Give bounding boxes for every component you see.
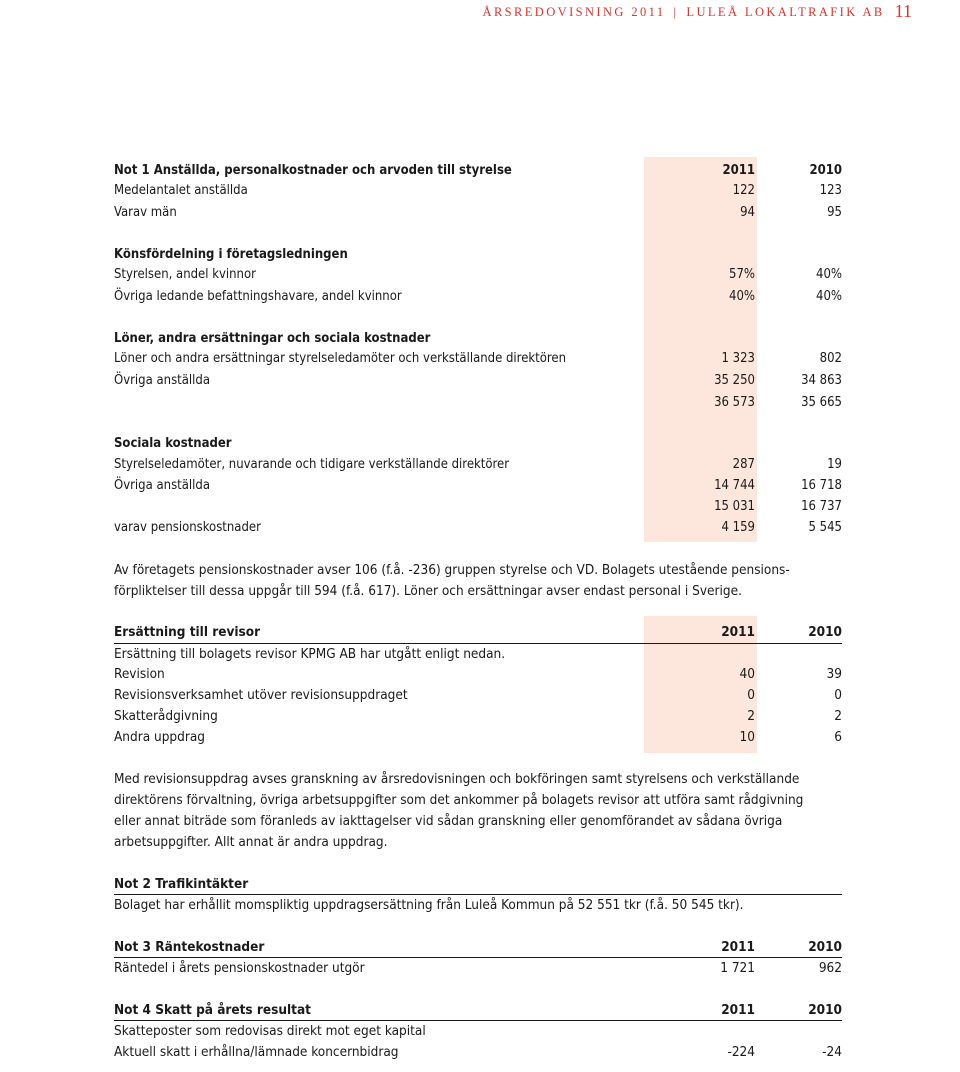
table-row <box>114 706 842 726</box>
value-2010: 19 <box>827 457 842 472</box>
gender-heading-row <box>114 245 842 265</box>
not2-text-row <box>114 895 842 915</box>
salaries-heading: Löner, andra ersättningar och sociala kostnader <box>114 331 431 346</box>
footnote-line: Av företagets pensionskostnader avser 106 (f.å. -236) gruppen styrelse och VD. Bolagets utestående pensions- <box>114 562 790 578</box>
value-2010: 5 545 <box>808 520 842 535</box>
row-label: Löner och andra ersättningar styrelseledamöter och verkställande direktören <box>114 351 567 366</box>
value-2010: 2 <box>834 708 842 724</box>
value-2010: 962 <box>818 960 842 976</box>
gender-heading: Könsfördelning i företagsledningen <box>114 247 348 262</box>
revisor-title: Ersättning till revisor <box>114 624 261 640</box>
row-label: Varav män <box>114 205 177 220</box>
value-2010: 16 718 <box>801 478 842 493</box>
paragraph-line: Med revisionsuppdrag avses granskning av årsredovisningen och bokföringen samt styrelsens och verkställande <box>114 771 800 787</box>
value-2011: 1 721 <box>720 960 755 976</box>
revisor-year-2011: 2011 <box>721 624 755 640</box>
paragraph-line: eller annat biträde som föranleds av iakttagelser vid sådan granskning eller genomförandet av sådana övriga <box>114 813 783 829</box>
value-2010: 6 <box>834 729 842 745</box>
row-label: Aktuell skatt i erhållna/lämnade koncernbidrag <box>114 1044 399 1060</box>
value-2011: 1 323 <box>721 351 755 366</box>
value-2011: 57% <box>729 267 755 282</box>
not1-year-2010: 2010 <box>809 163 842 178</box>
not3-title-row <box>114 937 842 957</box>
value-2011: 14 744 <box>714 478 755 493</box>
not2-title: Not 2 Trafikintäkter <box>114 876 249 892</box>
value-2010: 34 863 <box>801 373 842 388</box>
pension-row <box>114 518 842 538</box>
not1-title: Not 1 Anställda, personalkostnader och arvoden till styrelse <box>114 163 512 178</box>
revisor-title-row <box>114 622 842 642</box>
value-2010: -24 <box>822 1044 842 1060</box>
table-row <box>114 265 842 285</box>
value-2010: 39 <box>826 666 842 682</box>
value-2010: 95 <box>827 205 842 220</box>
not1-year-2011: 2011 <box>722 163 755 178</box>
value-2011: 10 <box>739 729 755 745</box>
not3-year-2010: 2010 <box>808 939 842 955</box>
paragraph-line: direktörens förvaltning, övriga arbetsuppgifter som det ankommer på bolagets revisor att utföra samt rådgivning <box>114 792 804 808</box>
social-heading-row <box>114 434 842 454</box>
total-2011: 36 573 <box>714 395 755 410</box>
row-label: Andra uppdrag <box>114 729 205 745</box>
table-row <box>114 349 842 369</box>
value-2010: 123 <box>819 183 842 198</box>
social-heading: Sociala kostnader <box>114 436 232 451</box>
table-row <box>114 455 842 475</box>
value-2011: 35 250 <box>714 373 755 388</box>
row-label: Övriga anställda <box>114 373 211 388</box>
header-separator: | <box>673 5 679 19</box>
row-label: Skatterådgivning <box>114 708 218 724</box>
not3-title: Not 3 Räntekostnader <box>114 939 265 955</box>
table-row <box>114 181 842 201</box>
value-2011: 4 159 <box>721 520 755 535</box>
salaries-heading-row <box>114 329 842 349</box>
not4-year-2011: 2011 <box>721 1002 755 1018</box>
paragraph-line: arbetsuppgifter. Allt annat är andra uppdrag. <box>114 834 388 850</box>
table-row <box>114 685 842 705</box>
value-2011: 0 <box>747 687 755 703</box>
table-row <box>114 371 842 391</box>
revisor-paragraph <box>114 769 844 853</box>
total-2010: 16 737 <box>801 499 842 514</box>
value-2011: 122 <box>732 183 755 198</box>
footnote-line: förpliktelser till dessa uppgår till 594 (f.å. 617). Löner och ersättningar avser endast personal i Sverige. <box>114 583 742 599</box>
report-title: ÅRSREDOVISNING 2011 <box>482 5 666 19</box>
table-row <box>114 203 842 223</box>
value-2011: 40% <box>729 289 755 304</box>
table-row <box>114 476 842 496</box>
value-2011: 94 <box>740 205 755 220</box>
not2-title-row <box>114 874 842 894</box>
revisor-intro-row <box>114 644 842 664</box>
salaries-total-row <box>114 393 842 413</box>
value-2011: 287 <box>732 457 755 472</box>
not1-footnote <box>114 560 844 602</box>
not4-line-row <box>114 1021 842 1041</box>
row-label: Styrelseledamöter, nuvarande och tidigare verkställande direktörer <box>114 457 510 472</box>
row-label: Räntedel i årets pensionskostnader utgör <box>114 960 365 976</box>
value-2011: 40 <box>739 666 755 682</box>
revisor-intro: Ersättning till bolagets revisor KPMG AB har utgått enligt nedan. <box>114 646 506 662</box>
value-2010: 0 <box>834 687 842 703</box>
row-label: Revision <box>114 666 165 682</box>
page-number: 11 <box>894 1 912 21</box>
table-row <box>114 1042 842 1062</box>
not1-title-row <box>114 161 842 181</box>
table-row <box>114 958 842 978</box>
row-label: Övriga anställda <box>114 478 211 493</box>
table-row <box>114 287 842 307</box>
not3-year-2011: 2011 <box>721 939 755 955</box>
row-label: Övriga ledande befattningshavare, andel kvinnor <box>114 289 402 304</box>
not4-title-row <box>114 1000 842 1020</box>
value-2011: -224 <box>727 1044 755 1060</box>
total-2010: 35 665 <box>801 395 842 410</box>
not2-text: Bolaget har erhållit momspliktig uppdragsersättning från Luleå Kommun på 52 551 tkr (f.å. 50 545 tkr). <box>114 897 744 913</box>
not4-line1: Skatteposter som redovisas direkt mot eget kapital <box>114 1023 426 1039</box>
value-2010: 802 <box>819 351 842 366</box>
value-2011: 2 <box>747 708 755 724</box>
not4-title: Not 4 Skatt på årets resultat <box>114 1002 311 1018</box>
row-label: varav pensionskostnader <box>114 520 261 535</box>
row-label: Styrelsen, andel kvinnor <box>114 267 256 282</box>
page-header <box>483 1 912 22</box>
not4-year-2010: 2010 <box>808 1002 842 1018</box>
row-label: Medelantalet anställda <box>114 183 248 198</box>
revisor-year-2010: 2010 <box>808 624 842 640</box>
table-row <box>114 727 842 747</box>
social-total-row <box>114 497 842 517</box>
value-2010: 40% <box>816 267 842 282</box>
value-2010: 40% <box>816 289 842 304</box>
company-name: LULEÅ LOKALTRAFIK AB <box>686 5 885 19</box>
total-2011: 15 031 <box>714 499 755 514</box>
table-row <box>114 664 842 684</box>
row-label: Revisionsverksamhet utöver revisionsuppdraget <box>114 687 408 703</box>
